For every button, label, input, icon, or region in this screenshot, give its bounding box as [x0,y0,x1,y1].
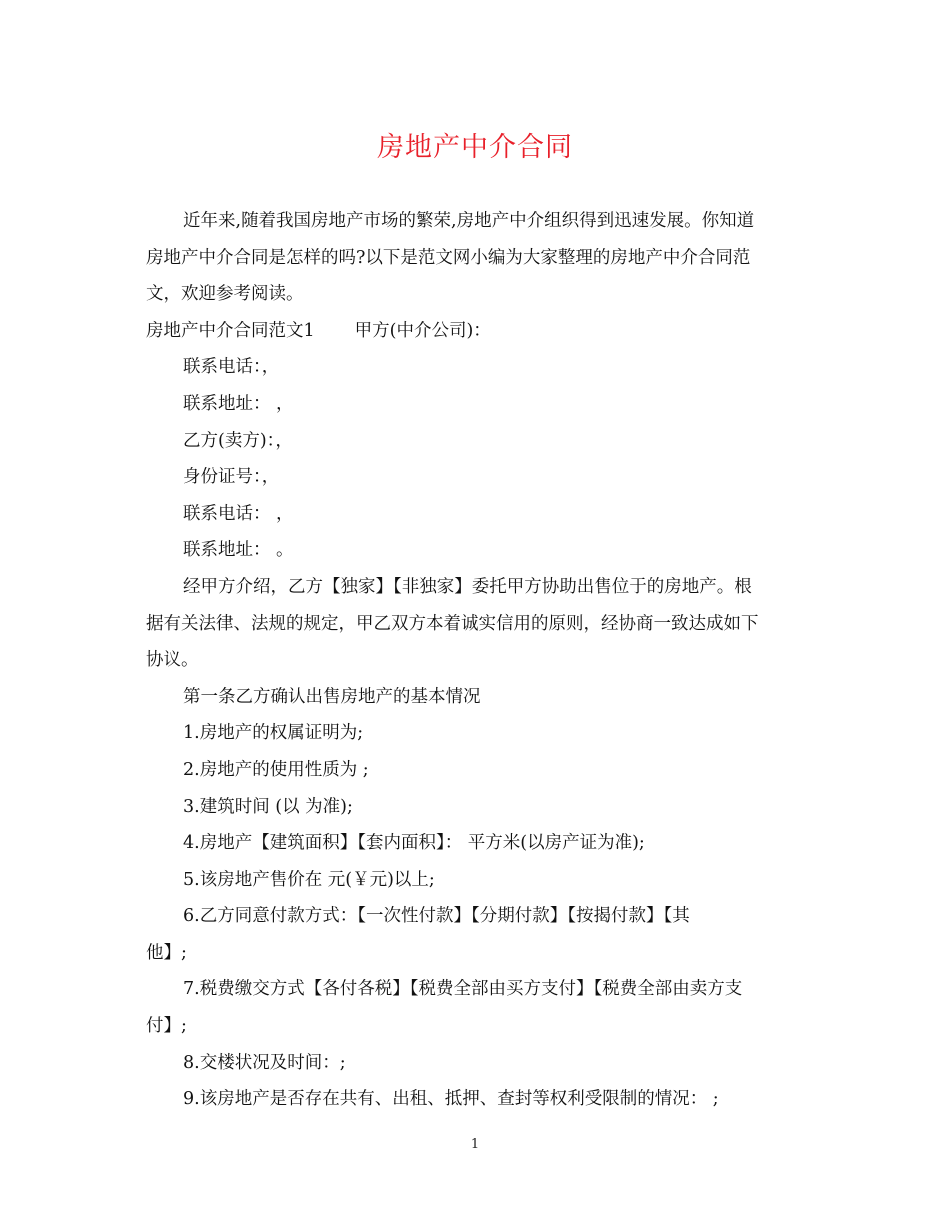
clause-7-line-1: 7.税费缴交方式【各付各税】【税费全部由买方支付】【税费全部由卖方支 [183,979,743,1000]
clause-1: 1.房地产的权属证明为; [183,723,364,744]
document-title: 房地产中介合同 [377,132,573,163]
party-a-address: 联系地址： ， [183,393,294,414]
clause-6-line-2: 他】; [146,942,187,963]
clause-4: 4.房地产【建筑面积】【套内面积】： 平方米(以房产证为准); [183,833,645,854]
clause-2: 2.房地产的使用性质为 ; [183,759,369,780]
clause-6-line-1: 6.乙方同意付款方式：【一次性付款】【分期付款】【按揭付款】【其 [183,906,690,927]
page-number: 1 [470,1137,480,1152]
clause-9: 9.该房地产是否存在共有、出租、抵押、查封等权利受限制的情况： ; [183,1089,719,1110]
document-body [146,203,806,1118]
sample-heading: 房地产中介合同范文1 [146,320,315,341]
party-b-address: 联系地址： 。 [183,540,294,561]
intro-line-2: 房地产中介合同是怎样的吗?以下是范文网小编为大家整理的房地产中介合同范 [146,247,751,268]
sample-heading-line [146,313,806,350]
clause-5: 5.该房地产售价在 元(￥元)以上; [183,869,435,890]
party-b-label: 乙方(卖方)：， [183,430,293,451]
party-b-id-number: 身份证号：， [183,467,280,488]
preamble-line-2: 据有关法律、法规的规定，甲乙双方本着诚实信用的原则，经协商一致达成如下 [146,613,759,634]
intro-line-3: 文，欢迎参考阅读。 [146,284,304,305]
preamble-line-1: 经甲方介绍，乙方【独家】【非独家】委托甲方协助出售位于的房地产。根 [183,576,752,597]
clause-8: 8.交楼状况及时间：; [183,1052,346,1073]
clause-7-line-2: 付】; [146,1016,187,1037]
party-a-phone: 联系电话：， [183,357,280,378]
article-1-heading: 第一条乙方确认出售房地产的基本情况 [183,686,481,707]
preamble-line-3: 协议。 [146,650,199,671]
intro-line-1: 近年来,随着我国房地产市场的繁荣,房地产中介组织得到迅速发展。你知道 [183,211,755,231]
clause-3: 3.建筑时间 (以 为准); [183,796,353,817]
party-b-phone: 联系电话： ， [183,503,294,524]
party-a-label: 甲方(中介公司)： [354,320,491,341]
